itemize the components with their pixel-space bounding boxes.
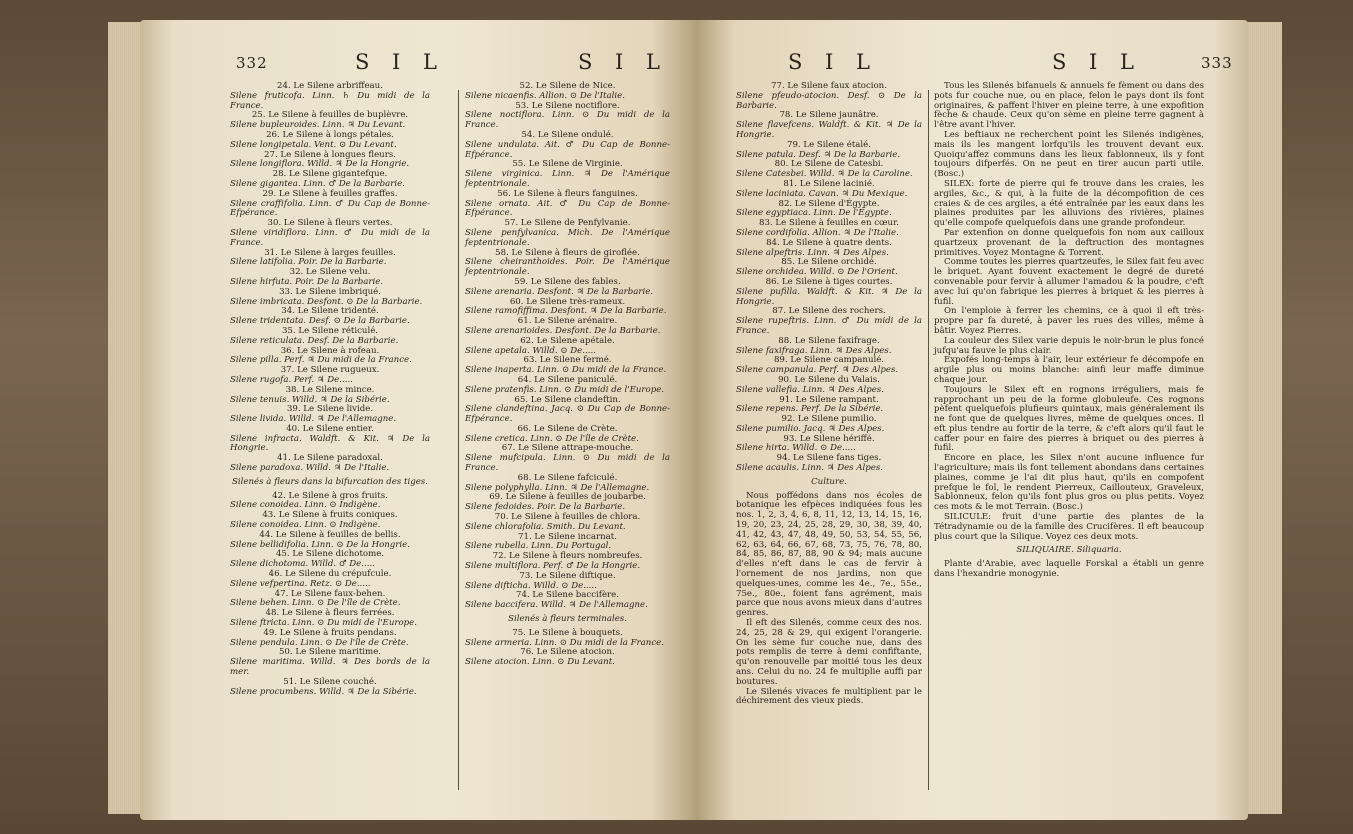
species-number-line: 24. Le Silene arbriffeau. [277,81,383,91]
species-number-line: 76. Le Silene atocion. [520,647,615,658]
species-number-line: 53. Le Silene noctiflore. [515,100,620,111]
species-number-line: 85. Le Silene orchidé. [781,257,877,268]
species-number-line: 69. Le Silene à feuilles de joubarbe. [489,492,646,503]
paragraph: Tous les Silenés bifanuels & annuels fe fèment ou dans des pots fur couche nue, ou en place, felon le pays dont ils font originaires, & paffent l'hiver en pleine terre, à une expofition fèche & chaude. Ceux qu'on sème en pleine terre gagnent à l'être avant l'hiver. [934,81,1204,131]
species-latin-line: Silene vallefia. Linn. ♃ Des Alpes. [736,384,884,395]
species-latin-line: Silene baccifera. Willd. ♃ De l'Allemagne. [465,600,648,611]
species-latin-line: Silene pumilio. Jacq. ♃ Des Alpes. [736,423,885,434]
right-page [696,20,1248,820]
species-latin-line: Silene egyptiaca. Linn. De l'Égypte. [736,208,892,219]
species-number-line: 27. Le Silene à longues fleurs. [264,149,396,160]
species-number-line: 28. Le Silene gigantefque. [272,169,388,180]
paragraph: La couleur des Silex varie depuis le noir-brun le plus foncé jufqu'au fauve le plus clair. [934,335,1204,356]
species-number-line: 82. Le Silene d'Égypte. [778,198,880,209]
right-running-head-2: S I L [1052,50,1142,74]
species-number-line: 41. Le Silene paradoxal. [277,453,383,464]
species-latin-line: Silene undulata. Ait. ♂ Du Cap de Bonne-Efpérance. [465,139,670,160]
species-number-line: 31. Le Silene à larges feuilles. [264,247,396,258]
species-number-line: 78. Le Silene jaunâtre. [779,110,879,121]
species-latin-line: Silene paradoxa. Willd. ♃ De l'Italie. [230,463,390,474]
species-number-line: 86. Le Silene à tiges courtes. [765,276,893,287]
species-number-line: 57. Le Silene de Penfylvanie. [504,218,631,229]
paragraph: Comme toutes les pierres quartzeufes, le Silex fait feu avec le briquet. Ayant fouvent exactement le degré de dureté convenable pour fervir à allumer l'amadou & la poudre, c'eft avec lui qu'on fabrique les pierres à briquet & les pierres à fufil. [934,257,1204,307]
species-latin-line: Silene pufilla. Waldft. & Kit. ♃ De la Hongrie. [736,286,922,307]
left-page-edges [108,22,142,814]
species-number-line: 91. Le Silene rampant. [779,394,879,405]
left-column-1 [230,82,430,697]
species-latin-line: Silene reticulata. Desf. De la Barbarie. [230,335,399,346]
species-latin-line: Silene chlorafolia. Smith. Du Levant. [465,521,626,532]
species-number-line: 63. Le Silene fermé. [523,355,612,366]
species-latin-line: Silene acaulis. Linn. ♃ Des Alpes. [736,463,884,474]
species-latin-line: Silene conoidea. Linn. ⊙ Indigène. [230,520,381,531]
culture-heading: Culture. [811,476,847,487]
species-latin-line: Silene noctiflora. Linn. ⊙ Du midi de la France. [465,110,670,131]
species-latin-line: Silene craffifolia. Linn. ♂ Du Cap de Bonne-Efpérance. [230,198,430,219]
species-number-line: 50. Le Silene maritime. [278,647,382,658]
left-page [140,20,696,820]
species-latin-line: Silene tridentata. Desf. ⊙ De la Barbarie. [230,316,410,327]
species-latin-line: Silene Catesbei. Willd. ♃ De la Caroline. [736,169,913,180]
species-latin-line: Silene orchidea. Willd. ⊙ De l'Orient. [736,267,898,278]
species-latin-line: Silene viridiflora. Linn. ♂ Du midi de la France. [230,227,430,248]
paragraph: Les beftiaux ne recherchent point les Silenés indigènes, mais ils les mangent lorfqu'ils les trouvent devant eux. Quoiqu'affez communs dans les lieux fablonneux, ils y font toujours difperfés. On ne peut en tirer aucun parti utile. (Bosc.) [934,129,1204,180]
species-number-line: 42. Le Silene à gros fruits. [272,490,388,501]
species-number-line: 83. Le Silene à feuilles en cœur. [759,218,899,229]
species-latin-line: Silene atocion. Linn. ⊙ Du Levant. [465,657,615,668]
species-number-line: 49. Le Silene à fruits pendans. [263,627,397,638]
species-latin-line: Silene repens. Perf. De la Sibérie. [736,404,884,415]
species-number-line: 61. Le Silene arénaire. [517,316,618,327]
species-latin-line: Silene livida. Willd. ♃ De l'Allemagne. [230,414,397,425]
right-page-edges [1246,22,1282,814]
species-latin-line: Silene dichotoma. Willd. ♂ De..... [230,559,375,570]
right-column-1 [736,82,922,707]
species-latin-line: Silene procumbens. Willd. ♃ De la Sibérie. [230,686,417,697]
species-number-line: 72. Le Silene à fleurs nombreufes. [492,551,643,562]
left-column-2 [465,82,670,668]
species-latin-line: Silene rupeftris. Linn. ♂ Du midi de la France. [736,316,922,336]
species-number-line: 30. Le Silene à fleurs vertes. [267,218,393,229]
species-number-line: 32. Le Silene velu. [289,267,371,278]
species-latin-line: Silene difticha. Willd. ⊙ De..... [465,580,597,591]
species-number-line: 93. Le Silene hériffé. [783,433,875,444]
paragraph: Expofés long-temps à l'air, leur extérieur fe décompofe en argile plus ou moins blanche: ainfi leur maffe diminue chaque jour. [934,355,1204,385]
species-number-line: 34. Le Silene tridenté. [281,306,379,317]
species-latin-line: Silene faxifraga. Linn. ♃ Des Alpes. [736,345,892,356]
species-latin-line: Silene hirta. Willd. ⊙ De..... [736,443,856,454]
species-number-line: 36. Le Silene à rofeau. [280,345,380,356]
species-number-line: 25. Le Silene à feuilles de buplèvre. [251,110,409,121]
species-latin-line: Silene arenaria. Desfont. ♃ De la Barbarie. [465,286,654,297]
species-number-line: 29. Le Silene à feuilles graffes. [262,188,398,199]
species-latin-line: Silene infracta. Waldft. & Kit. ♃ De la Hongrie. [230,433,430,454]
species-number-line: 59. Le Silene des fables. [514,276,621,287]
species-number-line: 26. Le Silene à longs pétales. [266,129,394,140]
paragraph: Toujours le Silex eft en rognons irréguliers, mais fe rapprochant un peu de la forme globuleufe. Ces rognons pèfent quelquefois plufieurs quintaux, mais généralement ils ne font que de quelques livres, même de quelques onces. Il eft plus tendre au fortir de la terre, & c'eft alors qu'il faut le caffer pour en faire des pierres à briquet ou des pierres à fufil. [934,384,1204,454]
species-latin-line: Silene penfylvanica. Mich. De l'Amérique feptentrionale. [465,227,670,248]
species-number-line: 74. Le Silene baccifère. [516,590,619,601]
species-latin-line: Silene imbricata. Desfont. ⊙ De la Barbarie. [230,296,423,307]
species-number-line: 88. Le Silene faxifrage. [778,335,880,346]
paragraph: Encore en place, les Silex n'ont aucune influence fur l'agriculture; mais ils font tellement abondans dans certaines plaines, comme je l'ai dit plus haut, qu'ils en compofent prefque le fol, le rendent Pierreux, Caillouteux, Graveleux, Sablonneux, felon qu'ils font plus gros ou plus petits. Voyez ces mots & le mot Terrain. (Bosc.) [934,453,1204,513]
species-latin-line: Silene bupleuroides. Linn. ♃ Du Levant. [230,120,406,131]
species-number-line: 81. Le Silene lacinié. [783,178,875,189]
right-running-head-1: S I L [788,50,878,74]
species-number-line: 79. Le Silene étalé. [787,139,871,150]
species-latin-line: Silene longipetala. Vent. ⊙ Du Levant. [230,139,397,150]
species-number-line: 33. Le Silene imbriqué. [279,286,381,297]
species-latin-line: Silene cretica. Linn. ⊙ De l'île de Crète. [465,433,639,444]
species-latin-line: Silene pendula. Linn. ⊙ De l'île de Crète. [230,637,409,648]
right-column-2 [934,82,1204,580]
species-number-line: 84. Le Silene à quatre dents. [766,237,892,248]
left-folio: 332 [236,54,268,72]
species-latin-line: Silene ftricta. Linn. ⊙ Du midi de l'Europe. [230,618,417,629]
siliquaire-heading: SILIQUAIRE. Siliquaria. [1016,545,1122,556]
species-latin-line: Silene longiflora. Willd. ♃ De la Hongrie. [230,159,410,170]
species-number-line: 80. Le Silene de Catesbi. [774,159,884,170]
column-rule-right [928,90,929,790]
species-latin-line: Silene arenarioides. Desfont. De la Barbarie. [465,325,661,336]
species-latin-line: Silene pilla. Perf. ♃ Du midi de la France. [230,355,412,366]
species-number-line: 37. Le Silene rugueux. [280,365,380,376]
species-latin-line: Silene ornata. Ait. ♂ Du Cap de Bonne-Efpérance. [465,198,670,219]
silicule-entry: SILICULE: fruit d'une partie des plantes de la Tétradynamie ou de la famille des Crucifères. Il eft beaucoup plus court que la Silique. Voyez ces deux mots. [934,512,1204,542]
species-number-line: 62. Le Silene apétale. [520,335,615,346]
species-latin-line: Silene cheiranthoides. Poir. De l'Amérique feptentrionale. [465,257,670,278]
species-latin-line: Silene conoidea. Linn. ⊙ Indigène. [230,500,381,511]
species-latin-line: Silene inaperta. Linn. ⊙ Du midi de la France. [465,365,667,376]
species-latin-line: Silene alpeftris. Linn. ♃ Des Alpes. [736,247,889,258]
section-heading: Silenés à fleurs terminales. [508,614,627,625]
species-latin-line: Silene ramofiffima. Desfont. ♃ De la Barbarie. [465,306,667,317]
species-number-line: 46. Le Silene du crépufcule. [268,569,392,580]
species-latin-line: Silene clandeftina. Jacq. ⊙ Du Cap de Bonne-Efpérance. [465,404,670,425]
species-latin-line: Silene hirfuta. Poir. De la Barbarie. [230,276,384,287]
species-latin-line: Silene nicaenfis. Allion. ⊙ De l'Italie. [465,90,625,101]
species-latin-line: Silene polyphylla. Linn. ♃ De l'Allemagne. [465,482,650,493]
silex-entry: SILEX: forte de pierre qui fe trouve dans les craies, les argiles, &c., & qui, à la fuite de la décompofition de ces craies & de ces argiles, a été entraînée par les eaux dans les plaines produites par les alluvions des rivières, plaines qu'elle compofe quelquefois dans une grande profondeur. [934,178,1204,229]
species-number-line: 77. Le Silene faux atocion. [771,81,887,91]
species-latin-line: Silene rubella. Linn. Du Portugal. [465,541,612,552]
species-latin-line: Silene cordifolia. Allion. ♃ De l'Italie. [736,227,899,238]
species-latin-line: Silene patula. Desf. ♃ De la Barbarie. [736,149,901,160]
species-latin-line: Silene behen. Linn. ⊙ De l'île de Crète. [230,598,401,609]
species-latin-line: Silene vefpertina. Retz. ⊙ De..... [230,578,371,589]
species-latin-line: Silene fruticofa. Linn. ♄ Du midi de la France. [230,90,430,111]
paragraph: On l'emploie à ferrer les chemins, ce à quoi il eft très-propre par fa dureté, à paver les rues des villes, même à bâtir. Voyez Pierres. [934,306,1204,336]
species-number-line: 66. Le Silene de Crète. [517,423,618,434]
species-latin-line: Silene bellidifolia. Linn. ⊙ De la Hongrie. [230,539,410,550]
section-heading: Silenés à fleurs dans la bifurcation des tiges. [232,476,428,487]
species-number-line: 43. Le Silene à fruits coniques. [262,510,398,521]
species-number-line: 55. Le Silene de Virginie. [512,159,623,170]
species-number-line: 70. Le Silene à feuilles de chlora. [494,512,641,523]
culture-paragraph-1: Nous poffédons dans nos écoles de botanique les efpèces indiquées fous les nos. 1, 2, 3, 4, 6, 8, 11, 12, 13, 14, 15, 16, 19, 20, 23, 24, 25, 28, 29, 30, 38, 39, 40, 41, 42, 43, 47, 48, 49, 50, 53, 54, 55, 56, 62, 63, 64, 66, 67, 68, 73, 75, 76, 78, 80, 84, 85, 86, 87, 88, 90 & 94; mais aucune d'elles n'eft dans le cas de fervir à l'ornement de nos jardins, non que quelques-unes, comme les 4e., 7e., 55e., 75e., 80e., foient fans agrément, mais parce que nous avons mieux dans d'autres genres. [736,490,922,619]
species-number-line: 45. Le Silene dichotome. [275,549,385,560]
paragraph: Par extenfion on donne quelquefois fon nom aux cailloux quartzeux provenant de la deftruction des montagnes primitives. Voyez Montagne & Torrent. [934,227,1204,258]
species-latin-line: Silene multiflora. Perf. ♂ De la Hongrie. [465,561,641,572]
species-number-line: 56. Le Silene à fleurs fanguines. [497,188,638,199]
column-rule [458,90,459,790]
species-latin-line: Silene fedoides. Poir. De la Barbarie. [465,502,626,513]
species-number-line: 89. Le Silene campanulé. [773,355,885,366]
paragraph: Plante d'Arabie, avec laquelle Forskal a établi un genre dans l'hexandrie monogynie. [934,559,1204,580]
species-number-line: 90. Le Silene du Valais. [778,374,880,385]
species-number-line: 38. Le Silene mince. [285,384,375,395]
species-number-line: 35. Le Silene réticulé. [281,325,379,336]
species-number-line: 67. Le Silene attrape-mouche. [501,443,634,454]
species-latin-line: Silene gigantea. Linn. ♂ De la Barbarie. [230,178,405,189]
species-latin-line: Silene pratenfis. Linn. ⊙ Du midi de l'Europe. [465,384,665,395]
species-latin-line: Silene rugofa. Perf. ♃ De..... [230,374,353,385]
species-number-line: 48. Le Silene à fleurs ferrées. [265,608,395,619]
species-latin-line: Silene pfeudo-atocion. Desf. ⊙ De la Barbarie. [736,90,922,111]
culture-paragraph-3: Le Silenés vivaces fe multiplient par le déchirement des vieux pieds. [736,686,922,707]
species-number-line: 58. Le Silene à fleurs de giroflée. [495,247,640,258]
species-number-line: 40. Le Silene entier. [286,423,374,434]
species-latin-line: Silene campanula. Perf. ♃ Des Alpes. [736,365,899,376]
species-latin-line: Silene flavefcens. Waldft. & Kit. ♃ De la Hongrie. [736,120,922,140]
left-running-head-2: S I L [578,50,668,74]
species-number-line: 51. Le Silene couché. [283,676,377,687]
species-number-line: 60. Le Silene très-rameux. [509,296,626,307]
species-number-line: 39. Le Silene livide. [286,404,374,415]
culture-paragraph-2: Il eft des Silenés, comme ceux des nos. 24, 25, 28 & 29, qui exigent l'orangerie. On les sème fur couche nue, dans des pots remplis de terre à demi confiftante, qu'on renouvelle par moitié tous les deux ans. Celui du no. 24 fe multiplie auffi par boutures. [736,618,922,687]
right-folio: 333 [1201,54,1233,72]
species-number-line: 47. Le Silene faux-behen. [274,588,386,599]
species-number-line: 73. Le Silene diftique. [519,570,616,581]
species-latin-line: Silene tenuis. Willd. ♃ De la Sibérie. [230,394,390,405]
species-latin-line: Silene apetala. Willd. ⊙ De..... [465,345,596,356]
species-number-line: 54. Le Silene ondulé. [521,129,614,140]
species-latin-line: Silene maritima. Willd. ♃ Des bords de la mer. [230,657,430,678]
species-latin-line: Silene laciniata. Cavan. ♃ Du Mexique. [736,188,908,199]
species-number-line: 65. Le Silene clandeftin. [514,394,621,405]
species-latin-line: Silene armeria. Linn. ⊙ Du midi de la France. [465,637,664,648]
species-latin-line: Silene latifolia. Poir. De la Barbarie. [230,257,387,268]
left-running-head-1: S I L [355,50,445,74]
species-list [736,82,922,474]
species-number-line: 75. Le Silene à bouquets. [512,627,623,638]
species-number-line: 68. Le Silene fafciculé. [517,472,618,483]
species-number-line: 44. Le Silene à feuilles de bellis. [259,529,401,540]
species-number-line: 64. Le Silene paniculé. [517,374,618,385]
species-latin-line: Silene mufcipula. Linn. ⊙ Du midi de la France. [465,453,670,474]
species-number-line: 52. Le Silene de Nice. [519,81,616,91]
species-number-line: 71. Le Silene incarnat. [518,531,617,542]
species-latin-line: Silene virginica. Linn. ♃ De l'Amérique feptentrionale. [465,169,670,189]
species-number-line: 94. Le Silene fans tiges. [776,453,882,464]
species-number-line: 87. Le Silene des rochers. [772,306,886,317]
species-number-line: 92. Le Silene pumilio. [781,414,877,425]
